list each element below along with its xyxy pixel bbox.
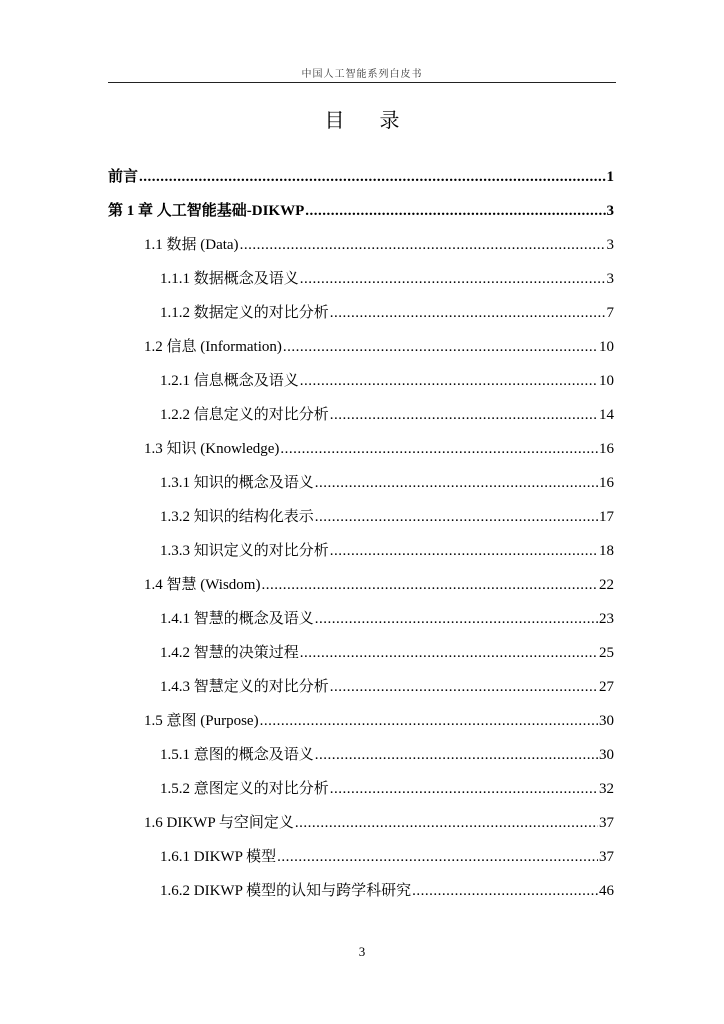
toc-entry-page: 16: [599, 441, 614, 457]
toc-entry-page: 37: [599, 815, 614, 831]
toc-entry-page: 16: [599, 475, 614, 491]
toc-entry-title: 1.2.2 信息定义的对比分析: [160, 407, 329, 423]
running-header: 中国人工智能系列白皮书: [301, 69, 423, 80]
toc-entry-page: 3: [606, 237, 614, 253]
toc-entry[interactable]: [108, 846, 614, 880]
toc-entry-title: 1.5.1 意图的概念及语义: [160, 747, 314, 763]
dot-leader: [300, 370, 598, 392]
dot-leader: [315, 608, 598, 630]
toc-entry[interactable]: [108, 200, 614, 234]
toc-entry-title: 1.1.1 数据概念及语义: [160, 271, 299, 287]
toc-entry[interactable]: [108, 676, 614, 710]
toc-entry-page: 37: [599, 849, 614, 865]
toc-entry[interactable]: [108, 710, 614, 744]
toc-entry-title: 前言: [108, 169, 139, 185]
toc-entry-page: 1: [606, 169, 614, 185]
toc-entry[interactable]: [108, 540, 614, 574]
toc-entry-title: 1.6.2 DIKWP 模型的认知与跨学科研究: [160, 883, 412, 899]
toc-entry-page: 46: [599, 883, 614, 899]
toc-entry[interactable]: [108, 234, 614, 268]
toc-entry[interactable]: [108, 744, 614, 778]
toc-entry-title: 1.1.2 数据定义的对比分析: [160, 305, 329, 321]
toc-entry[interactable]: [108, 302, 614, 336]
dot-leader: [300, 268, 606, 290]
toc-entry-page: 3: [606, 271, 614, 287]
toc-entry[interactable]: [108, 404, 614, 438]
toc-entry[interactable]: [108, 370, 614, 404]
toc-entry-title: 1.4 智慧 (Wisdom): [144, 577, 261, 593]
dot-leader: [330, 404, 598, 426]
toc-entry-page: 10: [599, 339, 614, 355]
toc-entry-title: 1.2 信息 (Information): [144, 339, 282, 355]
toc-entry-title: 1.1 数据 (Data): [144, 237, 239, 253]
dot-leader: [260, 710, 598, 732]
toc-entry-title: 1.3.3 知识定义的对比分析: [160, 543, 329, 559]
toc-entry[interactable]: [108, 506, 614, 540]
dot-leader: [305, 200, 605, 222]
toc-entry-page: 32: [599, 781, 614, 797]
toc-entry[interactable]: [108, 778, 614, 812]
toc-entry-title: 第 1 章 人工智能基础-DIKWP: [108, 203, 305, 219]
toc-entry-page: 18: [599, 543, 614, 559]
toc-entry[interactable]: [108, 608, 614, 642]
toc-entry[interactable]: [108, 438, 614, 472]
toc-entry[interactable]: [108, 166, 614, 200]
toc-entry-title: 1.6 DIKWP 与空间定义: [144, 815, 294, 831]
toc-entry-page: 23: [599, 611, 614, 627]
toc-entry-page: 10: [599, 373, 614, 389]
toc-entry-title: 1.4.2 智慧的决策过程: [160, 645, 299, 661]
dot-leader: [139, 166, 605, 188]
dot-leader: [330, 676, 598, 698]
dot-leader: [261, 574, 598, 596]
toc-title: 目 录: [324, 110, 400, 132]
dot-leader: [315, 744, 598, 766]
toc-entry-page: 27: [599, 679, 614, 695]
dot-leader: [277, 846, 598, 868]
toc-entry-page: 30: [599, 713, 614, 729]
dot-leader: [330, 302, 606, 324]
toc-entry-title: 1.4.3 智慧定义的对比分析: [160, 679, 329, 695]
toc-entry[interactable]: [108, 812, 614, 846]
dot-leader: [315, 506, 598, 528]
toc-entry[interactable]: [108, 472, 614, 506]
dot-leader: [280, 438, 598, 460]
toc-entry-title: 1.5.2 意图定义的对比分析: [160, 781, 329, 797]
toc-entry[interactable]: [108, 268, 614, 302]
toc-entry[interactable]: [108, 336, 614, 370]
page-number: 3: [358, 944, 366, 959]
toc-entry[interactable]: [108, 880, 614, 914]
toc-entry-page: 14: [599, 407, 614, 423]
dot-leader: [315, 472, 598, 494]
dot-leader: [295, 812, 598, 834]
toc-entry-page: 3: [606, 203, 614, 219]
toc-entry-title: 1.4.1 智慧的概念及语义: [160, 611, 314, 627]
dot-leader: [283, 336, 598, 358]
toc-entry-title: 1.3 知识 (Knowledge): [144, 441, 280, 457]
toc-entry-page: 30: [599, 747, 614, 763]
dot-leader: [300, 642, 598, 664]
toc-entry-page: 17: [599, 509, 614, 525]
toc-entry[interactable]: [108, 574, 614, 608]
dot-leader: [330, 778, 598, 800]
header-rule: [108, 82, 616, 83]
toc-entry-title: 1.3.1 知识的概念及语义: [160, 475, 314, 491]
toc-entry-title: 1.5 意图 (Purpose): [144, 713, 259, 729]
toc-entry-title: 1.3.2 知识的结构化表示: [160, 509, 314, 525]
table-of-contents: [108, 166, 614, 914]
dot-leader: [412, 880, 598, 902]
toc-entry[interactable]: [108, 642, 614, 676]
toc-entry-title: 1.6.1 DIKWP 模型: [160, 849, 277, 865]
dot-leader: [330, 540, 598, 562]
toc-entry-page: 7: [606, 305, 614, 321]
toc-entry-title: 1.2.1 信息概念及语义: [160, 373, 299, 389]
toc-entry-page: 22: [599, 577, 614, 593]
dot-leader: [240, 234, 606, 256]
toc-entry-page: 25: [599, 645, 614, 661]
